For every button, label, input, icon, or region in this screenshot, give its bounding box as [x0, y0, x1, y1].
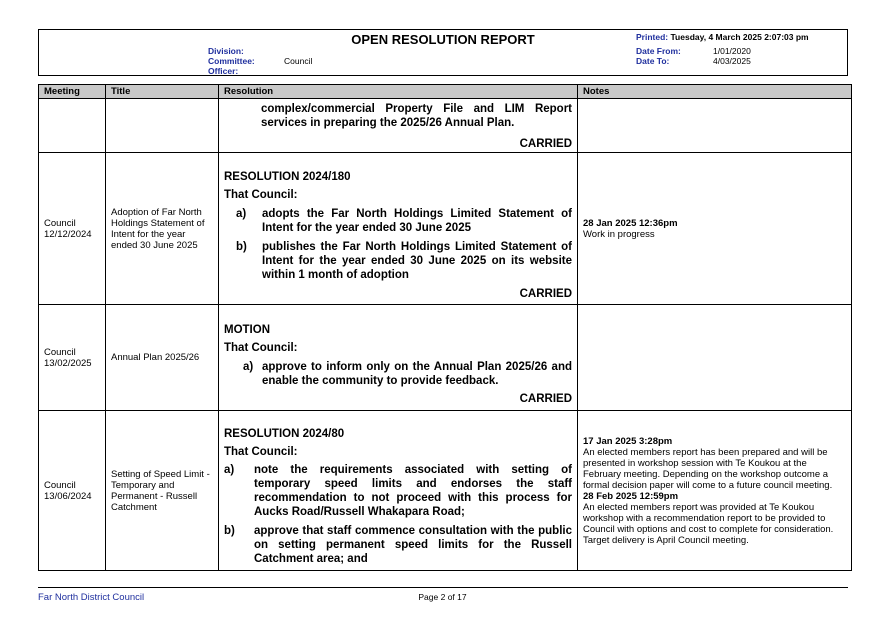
item-marker: a): [224, 463, 235, 476]
meeting-cell: [39, 99, 106, 153]
item-marker: a): [243, 360, 254, 373]
resolution-item: [224, 463, 572, 519]
item-text: approve that staff commence consultation with the public on setting permanent speed limits for the Russell Catchment area; and: [254, 524, 572, 565]
resolution-intro: That Council:: [224, 188, 298, 201]
table-row: [39, 99, 852, 153]
table-row: [39, 305, 852, 411]
meeting-cell: [39, 305, 106, 411]
report-header: [38, 29, 848, 76]
report-title: OPEN RESOLUTION REPORT: [351, 32, 535, 47]
item-text: note the requirements associated with setting of temporary speed limits and endorses the staff recommendation to not proceed with this process for Aucks Road/Russell Whakapara Road;: [254, 463, 572, 518]
notes-cell: [578, 153, 852, 305]
date-from-value: 1/01/2020: [713, 46, 751, 56]
title-cell: [106, 153, 219, 305]
footer-organisation: Far North District Council: [38, 592, 145, 603]
officer-label: Officer:: [208, 66, 239, 76]
note-timestamp: 28 Feb 2025 12:59pm: [583, 490, 679, 502]
resolution-heading: RESOLUTION 2024/180: [224, 170, 351, 183]
meeting-date: 12/12/2024: [44, 228, 92, 240]
date-to-value: 4/03/2025: [713, 56, 751, 66]
resolution-intro: That Council:: [224, 341, 298, 354]
table-row: [39, 153, 852, 305]
meeting-body: Council: [44, 346, 76, 358]
committee-value: Council: [284, 56, 313, 66]
notes-cell: [578, 305, 852, 411]
item-marker: b): [224, 524, 235, 537]
meeting-date: 13/02/2025: [44, 357, 92, 369]
resolution-item: [224, 524, 572, 566]
title-cell: [106, 411, 219, 571]
footer-divider: [38, 587, 848, 588]
column-header-title: Title: [106, 85, 219, 99]
resolution-cell: [219, 99, 578, 153]
carried-label: CARRIED: [519, 392, 572, 405]
note-text: Work in progress: [583, 228, 655, 240]
notes-cell: [578, 411, 852, 571]
note-text: An elected members report was provided at Te Koukou workshop with a recommendation report to be provided to Council with options and cost to complete for consideration. Target delivery is April Council meeting.: [583, 501, 834, 546]
resolution-cell: [219, 411, 578, 571]
resolution-cell: [219, 305, 578, 411]
resolution-intro: That Council:: [224, 445, 298, 458]
note-timestamp: 17 Jan 2025 3:28pm: [583, 435, 673, 447]
item-text: approve to inform only on the Annual Plan 2025/26 and enable the community to provide feedback.: [262, 360, 572, 387]
notes-cell: [578, 99, 852, 153]
resolution-title: Annual Plan 2025/26: [111, 352, 200, 363]
table-row: [39, 411, 852, 571]
title-cell: [106, 305, 219, 411]
printed-label: Printed:: [636, 32, 669, 42]
table-header-row: [39, 85, 852, 99]
item-marker: b): [236, 240, 247, 253]
item-marker: a): [236, 207, 247, 220]
column-header-resolution: Resolution: [219, 85, 578, 99]
date-to-label: Date To:: [636, 56, 670, 66]
resolutions-table: [38, 84, 852, 571]
printed-value: Tuesday, 4 March 2025 2:07:03 pm: [670, 32, 809, 42]
resolution-text-line: complex/commercial Property File and LIM Report: [261, 103, 572, 115]
resolution-item: [224, 360, 572, 388]
division-label: Division:: [208, 46, 244, 56]
item-text: adopts the Far North Holdings Limited Statement of Intent for the year ended 30 June 2025: [262, 207, 572, 234]
resolution-title: Adoption of Far North Holdings Statement of Intent for the year ended 30 June 2025: [111, 206, 205, 251]
committee-label: Committee:: [208, 56, 255, 66]
item-text: publishes the Far North Holdings Limited Statement of Intent for the year ended 30 June 2025 on its website within 1 month of adoption: [262, 240, 572, 281]
printed-info: [636, 32, 809, 42]
meeting-body: Council: [44, 479, 76, 491]
date-from-label: Date From:: [636, 46, 681, 56]
resolution-text-line: services in preparing the 2025/26 Annual Plan.: [261, 117, 515, 129]
resolution-title: Setting of Speed Limit - Temporary and Permanent - Russell Catchment: [111, 468, 210, 513]
carried-label: CARRIED: [519, 138, 572, 150]
page-number: Page 2 of 17: [418, 592, 467, 602]
note-text: An elected members report has been prepared and will be presented in workshop session with Te Koukou at the February meeting. Depending on the workshop outcome a formal decision paper will come to a future council meeting.: [583, 446, 833, 491]
title-cell: [106, 99, 219, 153]
resolution-item: [224, 240, 572, 282]
carried-label: CARRIED: [519, 287, 572, 300]
note-timestamp: 28 Jan 2025 12:36pm: [583, 217, 678, 229]
column-header-meeting: Meeting: [39, 85, 106, 99]
resolution-heading: RESOLUTION 2024/80: [224, 427, 345, 440]
column-header-notes: Notes: [578, 85, 852, 99]
meeting-date: 13/06/2024: [44, 490, 92, 502]
resolution-cell: [219, 153, 578, 305]
resolution-heading: MOTION: [224, 323, 270, 336]
meeting-body: Council: [44, 217, 76, 229]
meeting-cell: [39, 411, 106, 571]
meeting-cell: [39, 153, 106, 305]
resolution-item: [224, 207, 572, 235]
